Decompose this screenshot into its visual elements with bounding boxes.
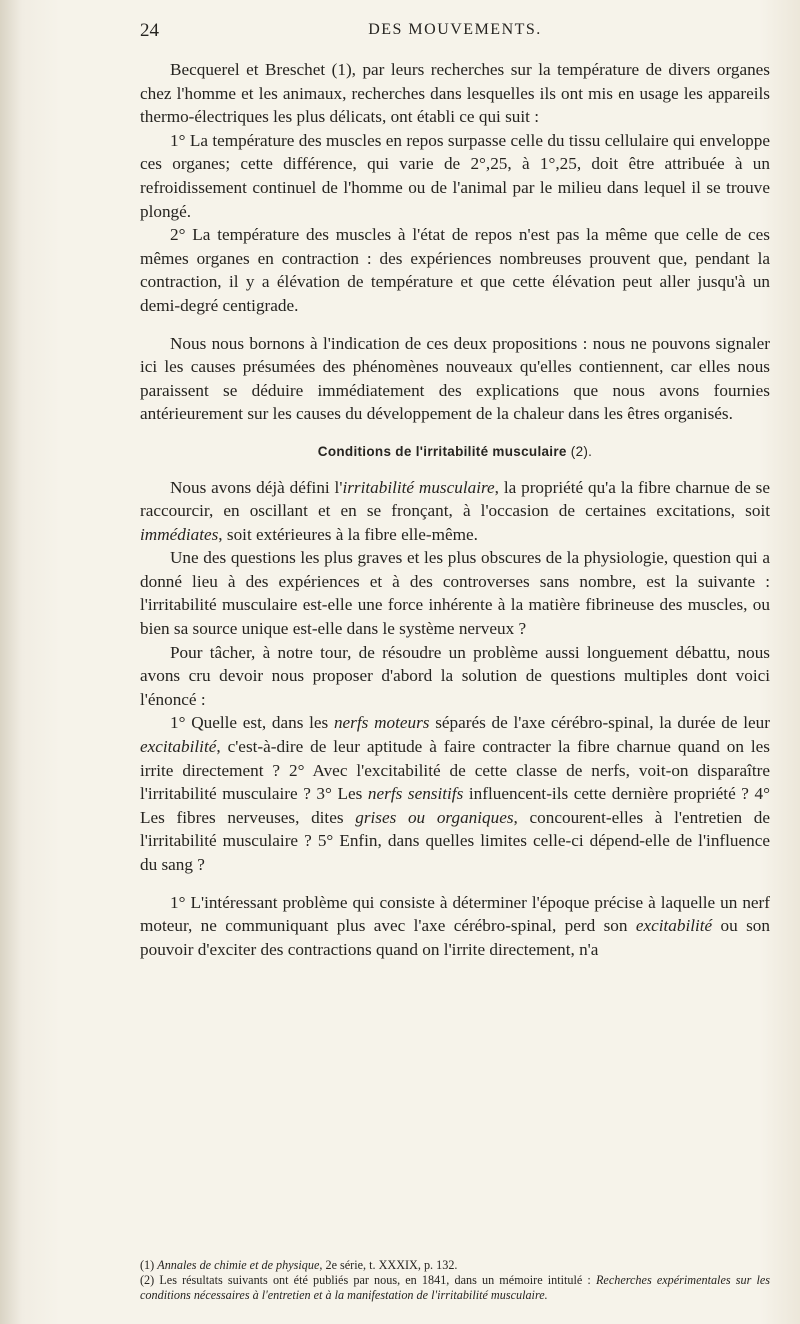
emphasis: irritabilité musculaire	[342, 477, 495, 497]
paragraph: Becquerel et Breschet (1), par leurs recherches sur la température de divers organes chez l'homme et les animaux, recherches dans lesquelles ils ont mis en usage les appareils thermo-électriques les plus délicats, ont établi ce qui suit :	[140, 60, 770, 127]
text-run: , c'est-à-dire de leur aptitude à faire contracter la fibre charnue quand on les irrite directement ? 2° Avec l'excitabilité de cette classe de nerfs, voit-on disparaître l'irritabilité musculaire ? 3° Les	[140, 737, 770, 804]
paragraph	[140, 476, 770, 547]
paragraph: Une des questions les plus graves et les plus obscures de la physiologie, question qui a donné lieu à des expériences et à des controverses sans nombre, est la suivante : l'irritabilité musculaire est-elle une force inhérente à la matière fibrineuse des muscles, ou bien sa source unique est-elle dans le système nerveux ?	[140, 548, 770, 639]
text-run: influencent-ils cette dernière propriété ? 4° Les fibres nerveuses, dites	[140, 784, 771, 827]
paragraph: Nous nous bornons à l'indication de ces deux propositions : nous ne pouvons signaler ici les causes présumées des phénomènes nouveaux qu'elles contiennent, car elles nous paraissent se déduire immédiatement des explications que nous avons fournies antérieurement sur les causes du développement de la chaleur dans les êtres organisés.	[140, 333, 770, 424]
text-run: (2) Les résultats suivants ont été publiés par nous, en 1841, dans un mémoire intitulé :	[140, 1273, 596, 1287]
emphasis: grises ou organiques	[355, 807, 514, 827]
text-run: , concourent-elles à l'entretien de l'irritabilité musculaire ? 5° Enfin, dans quelles limites celle-ci dépend-elle de l'influence du sang ?	[140, 807, 770, 874]
text-run: , 2e série, t. XXXIX, p. 132.	[319, 1258, 458, 1272]
paragraph: Pour tâcher, à notre tour, de résoudre un problème aussi longuement débattu, nous avons cru devoir nous proposer d'abord la solution de questions multiples dont voici l'énoncé :	[140, 642, 770, 709]
text-run: Nous avons déjà défini l'	[170, 477, 343, 497]
emphasis: Annales de chimie et de physique	[157, 1258, 320, 1272]
section-heading	[140, 440, 770, 464]
emphasis: nerfs moteurs	[333, 713, 430, 733]
page-header	[140, 20, 770, 44]
emphasis: immédiates	[140, 524, 219, 544]
footnote	[140, 1258, 770, 1273]
footnote-ref: (2).	[570, 443, 593, 459]
emphasis: excitabilité	[635, 916, 713, 936]
text-run: , la propriété qu'a la fibre charnue de se raccourcir, en oscillant et en se fronçant, à l'occasion de certaines excitations, soit	[140, 477, 770, 521]
text-run: séparés de l'axe cérébro-spinal, la durée de leur	[429, 713, 770, 733]
text-run: ou son pouvoir d'exciter des contractions quand on l'irrite directement, n'a	[140, 916, 770, 959]
page-number: 24	[140, 20, 159, 41]
emphasis: excitabilité	[140, 737, 217, 757]
footnotes	[140, 1258, 770, 1303]
footnote	[140, 1273, 770, 1303]
body-text	[140, 58, 770, 961]
paragraph: 2° La température des muscles à l'état de repos n'est pas la même que celle de ces mêmes organes en contraction : des expériences nombreuses prouvent que, pendant la contraction, il y a élévation de température et que cette élévation peut aller jusqu'à un demi-degré centigrade.	[140, 225, 770, 315]
paragraph	[140, 891, 770, 962]
text-run: 1° Quelle est, dans les	[170, 713, 334, 733]
emphasis: nerfs sensitifs	[367, 784, 464, 804]
running-title: DES MOUVEMENTS.	[368, 21, 542, 38]
section-heading-text: Conditions de l'irritabilité musculaire	[317, 443, 567, 459]
text-run: 1° L'intéressant problème qui consiste à déterminer l'époque précise à laquelle un nerf moteur, ne communiquant plus avec l'axe cérébro-spinal, perd son	[140, 892, 770, 936]
paragraph	[140, 711, 770, 876]
emphasis: Recherches expérimentales sur les conditions nécessaires à l'entretien et à la manifestation de l'irritabilité musculaire.	[140, 1273, 771, 1302]
paragraph: 1° La température des muscles en repos surpasse celle du tissu cellulaire qui enveloppe ces organes; cette différence, qui varie de 2°,25, à 1°,25, doit être attribuée à un refroidissement continuel de l'homme ou de l'animal par le milieu dans lequel il se trouve plongé.	[140, 130, 770, 221]
footnote-number: (1)	[140, 1258, 158, 1272]
text-run: , soit extérieures à la fibre elle-même.	[218, 524, 478, 544]
